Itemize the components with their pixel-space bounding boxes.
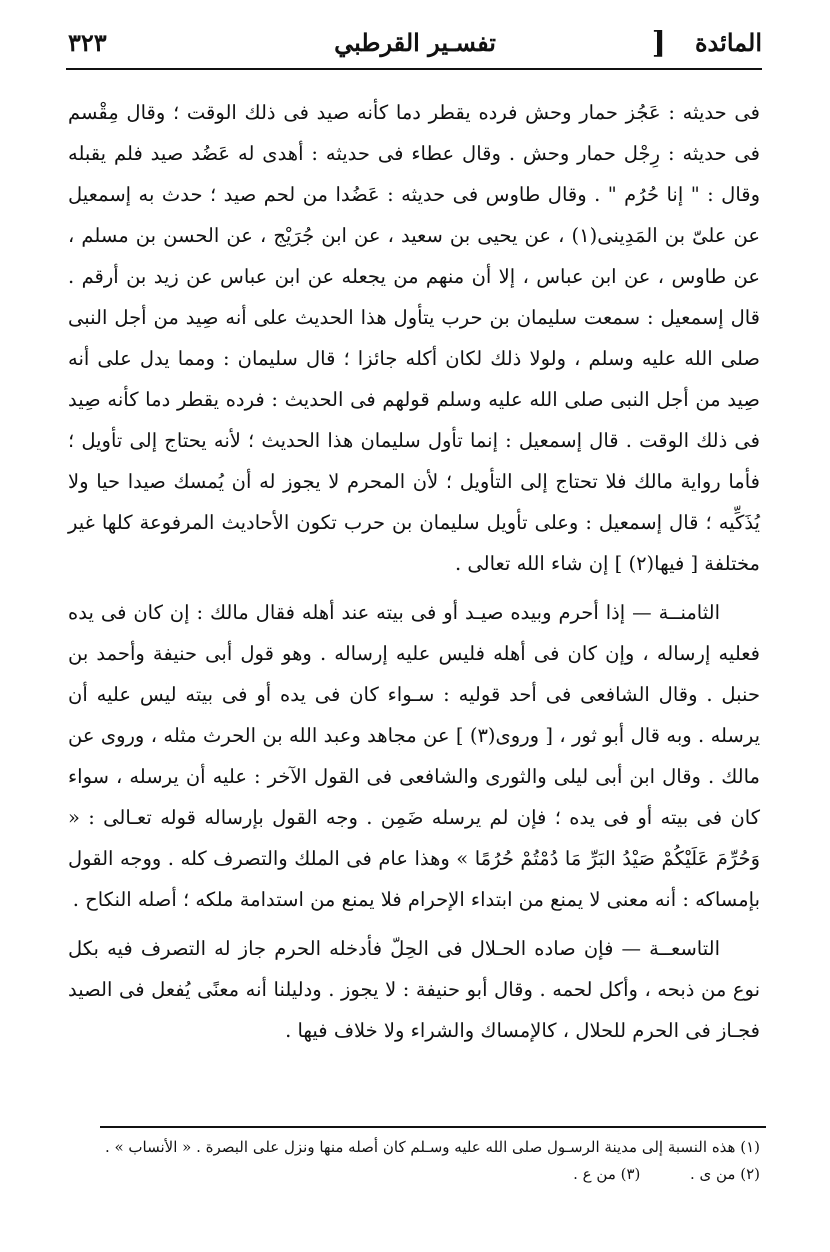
footnote-2: (٢) من ى . bbox=[689, 1165, 760, 1183]
paragraph: فى حديثه : عَجُز حمار وحش فرده يقطر دما كأنه صيد فى ذلك الوقت ؛ وقال مِقْسم فى حديثه : رِجْل حمار وحش . وقال عطاء فى حديثه : أهدى له عَضُد صيد فلم يقبله وقال : " إنا حُرُم " . وقال طاوس فى حديثه : عَضُدا من لحم صيد ؛ حدث به إسمعيل عن علىّ بن المَدِينى(١) ، عن يحيى بن سعيد ، عن ابن جُرَيْج ، عن الحسن بن مسلم ، عن طاوس ، عن ابن عباس ، إلا أن منهم من يجعله عن ابن عباس عن زيد بن أرقم . قال إسمعيل : سمعت سليمان بن حرب يتأول هذا الحديث على أنه صِيد من أجل النبى صلى الله عليه وسلم ، ولولا ذلك لكان أكله جائزا ؛ قال سليمان : ومما يدل على أنه صِيد من أجل النبى صلى الله عليه وسلم قولهم فى الحديث : فرده يقطر دما كأنه صِيد فى ذلك الوقت . قال إسمعيل : إنما تأول سليمان هذا الحديث ؛ لأنه يحتاج إلى تأويل ؛ فأما رواية مالك فلا تحتاج إلى التأويل ؛ لأن المحرم لا يجوز له أن يُمسك صيدا حيا ولا يُذَكِّيه ؛ قال إسمعيل : وعلى تأويل سليمان بن حرب تكون الأحاديث المرفوعة كلها غير مختلفة [ فيها(٢) ] إن شاء الله تعالى . bbox=[68, 101, 760, 575]
header-bracket: ] bbox=[651, 26, 666, 61]
page-number: ٣٢٣ bbox=[68, 28, 107, 57]
footnote-2-3-row bbox=[90, 1161, 760, 1188]
header-rule bbox=[66, 68, 762, 70]
paragraph-eighth: الثامنــة — إذا أحرم وبيده صيـد أو فى بيته عند أهله فقال مالك : إن كان فى يده فعليه إرساله ، وإن كان فى أهله فليس عليه إرساله . وهو قول أبى حنيفة وأحمد بن حنبل . وقال الشافعى فى أحد قوليه : سـواء كان فى يده أو فى بيته ليس عليه أن يرسله . وبه قال أبو ثور ، [ وروى(٣) ] عن مجاهد وعبد الله بن الحرث مثله ، وروى عن مالك . وقال ابن أبى ليلى والثورى والشافعى فى القول الآخر : عليه أن يرسله ، سواء كان فى بيته أو فى يده ؛ فإن لم يرسله ضَمِن . وجه القول بإرساله قوله تعـالى : « وَحُرِّمَ عَلَيْكُمْ صَيْدُ البَرِّ مَا دُمْتُمْ حُرُمًا » وهذا عام فى الملك والتصرف كله . ووجه القول بإمساكه : أنه معنى لا يمنع من ابتداء الإحرام فلا يمنع من استدامة ملكه ؛ أصله النكاح . bbox=[68, 601, 761, 911]
chapter-name: المائدة bbox=[694, 28, 762, 57]
page-header bbox=[68, 28, 762, 72]
paragraph-ninth: التاسعــة — فإن صاده الحـلال فى الحِلّ فأدخله الحرم جاز له التصرف فيه بكل نوع من ذبحه ، وأكل لحمه . وقال أبو حنيفة : لا يجوز . ودليلنا أنه معنًى يُفعل فى الصيد فجـاز فى الحرم للحلال ، كالإمساك والشراء ولا خلاف فيها . bbox=[68, 937, 760, 1042]
book-title: تفسـير القرطبي bbox=[334, 28, 496, 57]
footnote-3: (٣) من ع . bbox=[573, 1165, 641, 1183]
footnote-1: (١) هذه النسبة إلى مدينة الرسـول صلى الله عليه وسـلم كان أصله منها ونزل على البصرة . « الأنساب » . bbox=[104, 1138, 760, 1156]
footnotes bbox=[90, 1134, 760, 1188]
footnote-rule bbox=[100, 1126, 766, 1128]
main-text bbox=[68, 92, 760, 1051]
